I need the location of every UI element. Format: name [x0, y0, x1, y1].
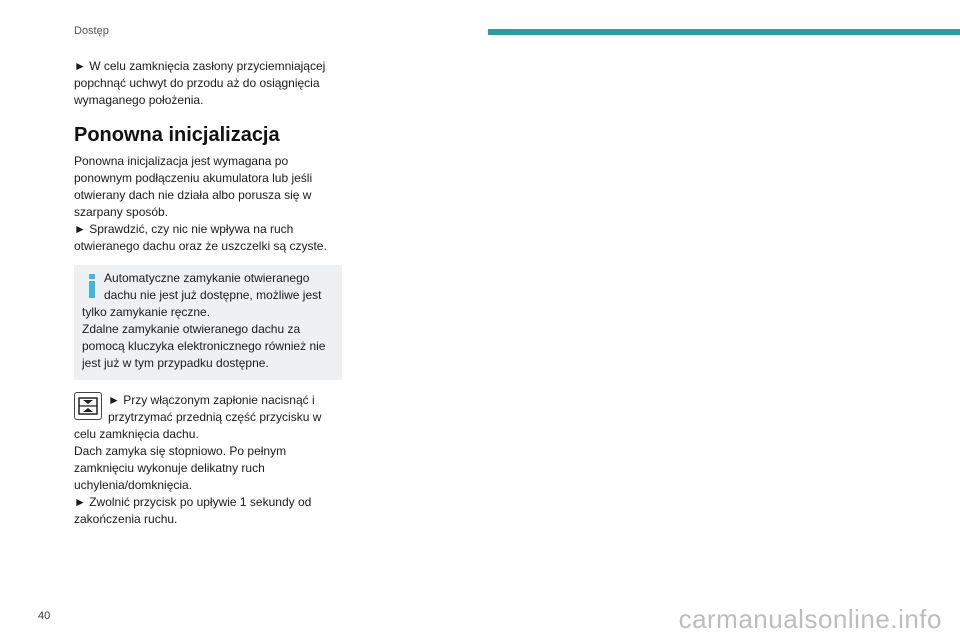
close-roof-instructions	[74, 392, 342, 528]
closing-paragraph: Dach zamyka się stopniowo. Po pełnym zamknięciu wykonuje delikatny ruch uchylenia/domknięcia.	[74, 444, 287, 492]
note-paragraph: Zdalne zamykanie otwieranego dachu za pomocą kluczyka elektronicznego również nie jest już w tym przypadku dostępne.	[82, 322, 326, 370]
info-note	[74, 265, 342, 380]
section-heading: Ponowna inicjalizacja	[74, 124, 280, 146]
check-step: ► Sprawdzić, czy nic nie wpływa na ruch otwieranego dachu oraz że uszczelki są czyste.	[74, 222, 327, 253]
reinit-paragraph: Ponowna inicjalizacja jest wymagana po ponownym podłączeniu akumulatora lub jeśli otwierany dach nie działa albo porusza się w szarpany sposób.	[74, 154, 313, 219]
roof-switch-icon	[74, 392, 102, 420]
note-line: Automatyczne zamykanie otwieranego	[104, 271, 310, 285]
page-number: 40	[38, 610, 51, 622]
section-title: Dostęp	[74, 25, 109, 37]
info-icon	[88, 274, 96, 300]
release-step: ► Zwolnić przycisk po upływie 1 sekundy od zakończenia ruchu.	[74, 495, 312, 526]
press-step: ► Przy włączonym zapłonie nacisnąć i przytrzymać przednią część przycisku w celu zamknięcia dachu.	[74, 393, 322, 441]
watermark: carmanualsonline.info	[678, 604, 942, 634]
note-line: dachu nie jest już dostępne, możliwe jest	[104, 288, 322, 302]
section-accent-rule	[488, 29, 960, 35]
intro-step: ► W celu zamknięcia zasłony przyciemniającej popchnąć uchwyt do przodu aż do osiągnięcia wymaganego położenia.	[74, 59, 326, 107]
main-column	[74, 58, 342, 528]
note-line: tylko zamykanie ręczne.	[82, 305, 211, 319]
